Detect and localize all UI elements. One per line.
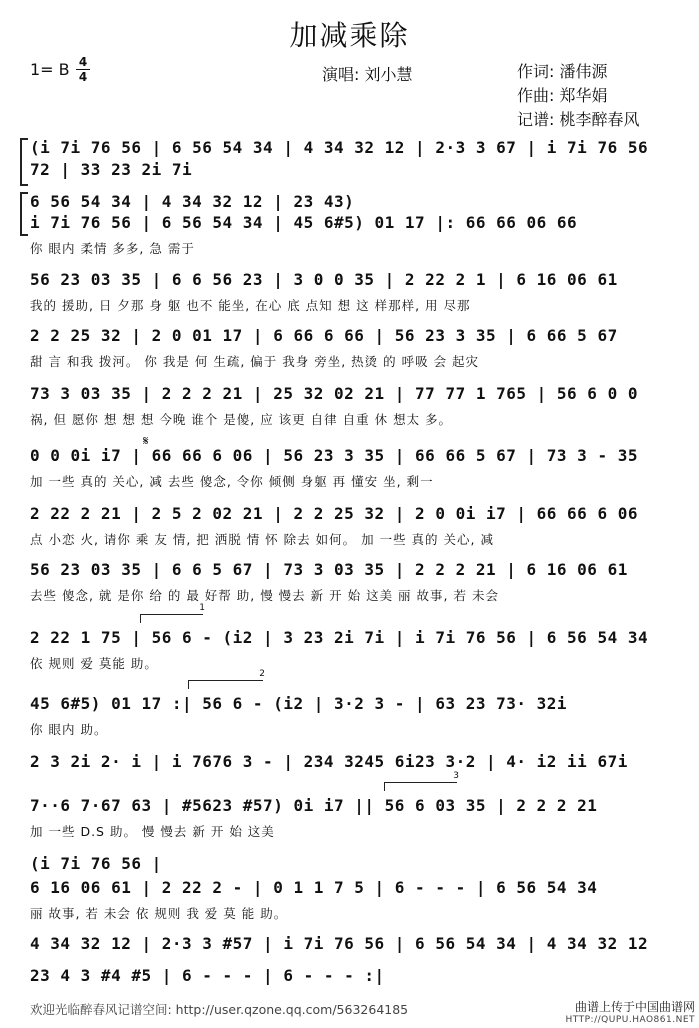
notation-line: 6 16 06 61 | 2 22 2 - | 0 1 1 7 5 | 6 - - - | 6 56 54 34	[30, 878, 598, 897]
notation-line: 7··6 7·67 63 | #5623 #57) 0i i7 || 56 6 03 35 | 2 2 2 21	[30, 796, 598, 815]
notation-line: 2 22 1 75 | 56 6 - (i2 | 3 23 2i 7i | i 7i 76 56 | 6 56 54 34	[30, 628, 649, 647]
notation-line: 56 23 03 35 | 6 6 56 23 | 3 0 0 35 | 2 22 2 1 | 6 16 06 61	[30, 270, 618, 289]
site-watermark	[566, 1001, 695, 1027]
segno-mark: 𝄋	[143, 434, 149, 449]
footer-text: 欢迎光临醉春风记谱空间: http://user.qzone.qq.com/563264185	[30, 1002, 409, 1017]
notation-line: 0 0 0i i7 | 66 66 6 06 | 56 23 3 35 | 66 66 5 67 | 73 3 - 35	[30, 446, 638, 465]
notation-line: 2 22 2 21 | 2 5 2 02 21 | 2 2 25 32 | 2 0 0i i7 | 66 66 6 06	[30, 504, 638, 523]
lyric-line: 我的 援助, 日 夕那 身 躯 也不 能坐, 在心 底 点知 想 这 样那样, 用 尽那	[30, 298, 471, 313]
time-denominator: 4	[78, 70, 88, 84]
notation-line: 2 2 25 32 | 2 0 01 17 | 6 66 6 66 | 56 23 3 35 | 6 66 5 67	[30, 326, 618, 345]
notation-line: (i 7i 76 56 | 6 56 54 34 | 4 34 32 12 | 2·3 3 67 | i 7i 76 56	[30, 138, 649, 157]
time-signature	[76, 56, 90, 83]
lyric-line: 依 规则 爱 莫能 助。	[30, 656, 158, 671]
notation-line: 4 34 32 12 | 2·3 3 #57 | i 7i 76 56 | 6 56 54 34 | 4 34 32 12	[30, 934, 649, 953]
notation-line: 23 4 3 #4 #5 | 6 - - - | 6 - - - :|	[30, 966, 385, 985]
lyric-line: 加 一些 D.S 助。 慢 慢去 新 开 始 这美	[30, 824, 275, 839]
time-numerator: 4	[78, 55, 88, 69]
credits-block	[517, 60, 639, 132]
watermark-line-2: HTTP://QUPU.HAO861.NET	[565, 1015, 695, 1025]
lyric-line: 丽 故事, 若 未会 依 规则 我 爱 莫 能 助。	[30, 906, 288, 921]
notation-line: 6 56 54 34 | 4 34 32 12 | 23 43)	[30, 192, 355, 211]
lyric-line: 你 眼内 助。	[30, 722, 108, 737]
lyric-line: 点 小恋 火, 请你 乘 友 情, 把 洒脱 情 怀 除去 如何。 加 一些 真的 关心, 减	[30, 532, 494, 547]
singer-credit: 演唱: 刘小慧	[322, 65, 413, 84]
notation-line: 73 3 03 35 | 2 2 2 21 | 25 32 02 21 | 77 77 1 765 | 56 6 0 0	[30, 384, 638, 403]
system-brace	[20, 138, 28, 186]
watermark-line-1: 曲谱上传于中国曲谱网	[574, 1000, 695, 1014]
volta-bracket-1: 1	[140, 614, 203, 623]
transcriber-credit: 记谱: 桃李醉春风	[517, 110, 640, 129]
notation-line: 56 23 03 35 | 6 6 5 67 | 73 3 03 35 | 2 2 2 21 | 6 16 06 61	[30, 560, 628, 579]
lyric-line: 你 眼内 柔情 多多, 急 需于	[30, 241, 195, 256]
notation-line: i 7i 76 56 | 6 56 54 34 | 45 6#5) 01 17 |: 66 66 06 66	[30, 213, 578, 232]
notation-line: 45 6#5) 01 17 :| 56 6 - (i2 | 3·2 3 - | 63 23 73· 32i	[30, 694, 568, 713]
notation-line: 72 | 33 23 2i 7i	[30, 160, 193, 179]
lyric-line: 去些 傻念, 就 是你 给 的 最 好帮 助, 慢 慢去 新 开 始 这美 丽 故事, 若 未会	[30, 588, 499, 603]
notation-line: 2 3 2i 2· i | i 7676 3 - | 234 3245 6i23 3·2 | 4· i2 ii 67i	[30, 752, 628, 771]
composer-credit: 作曲: 郑华娟	[517, 86, 608, 105]
lyricist-credit: 作词: 潘伟源	[517, 62, 608, 81]
song-title: 加减乘除	[289, 19, 410, 52]
notation-line: (i 7i 76 56 |	[30, 854, 162, 873]
lyric-line: 加 一些 真的 关心, 减 去些 傻念, 令你 倾侧 身躯 再 懂安 坐, 剩一	[30, 474, 434, 489]
lyric-line: 甜 言 和我 拨河。 你 我是 何 生疏, 偏于 我身 旁坐, 热烫 的 呼吸 会 起灾	[30, 354, 480, 369]
volta-bracket-2: 2	[188, 680, 263, 689]
system-brace	[20, 192, 28, 236]
volta-bracket-3: 3	[384, 782, 457, 791]
key-signature: 1= B	[30, 60, 70, 79]
lyric-line: 祸, 但 愿你 想 想 想 今晚 谁个 是傻, 应 该更 自律 自重 休 想太 多。	[30, 412, 453, 427]
